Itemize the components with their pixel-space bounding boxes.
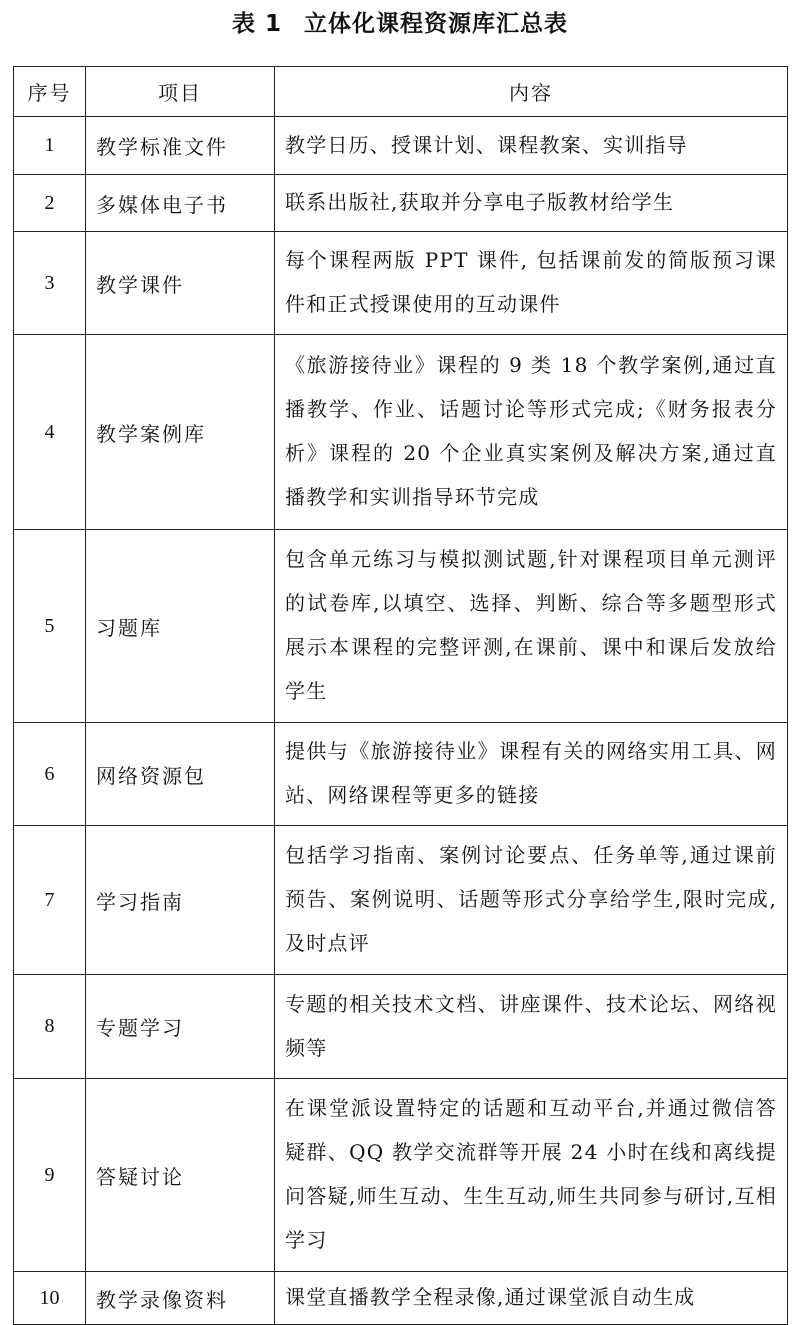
row-content: 课堂直播教学全程录像,通过课堂派自动生成: [275, 1272, 788, 1325]
header-row: [14, 67, 788, 117]
row-item: 教学课件: [86, 232, 275, 335]
row-number: 1: [14, 117, 86, 175]
row-number: 8: [14, 975, 86, 1079]
row-number: 9: [14, 1079, 86, 1272]
header-content: 内容: [275, 67, 788, 117]
row-content: 联系出版社,获取并分享电子版教材给学生: [275, 175, 788, 232]
row-content: 包含单元练习与模拟测试题,针对课程项目单元测评的试卷库,以填空、选择、判断、综合等多题型形式展示本课程的完整评测,在课前、课中和课后发放给学生: [275, 530, 788, 723]
row-item: 专题学习: [86, 975, 275, 1079]
row-content: 专题的相关技术文档、讲座课件、技术论坛、网络视频等: [275, 975, 788, 1079]
row-content: 教学日历、授课计划、课程教案、实训指导: [275, 117, 788, 175]
resource-table: [13, 66, 788, 1325]
row-number: 3: [14, 232, 86, 335]
table-title: [0, 6, 800, 42]
row-item: 学习指南: [86, 826, 275, 975]
table-row: [14, 1079, 788, 1272]
row-content: 每个课程两版 PPT 课件, 包括课前发的简版预习课件和正式授课使用的互动课件: [275, 232, 788, 335]
table-title-text: 立体化课程资源库汇总表: [304, 11, 568, 37]
table-number: 表 1: [231, 11, 282, 37]
row-content: 包括学习指南、案例讨论要点、任务单等,通过课前预告、案例说明、话题等形式分享给学生,限时完成,及时点评: [275, 826, 788, 975]
table-row: [14, 335, 788, 530]
header-number: 序号: [14, 67, 86, 117]
row-item: 网络资源包: [86, 723, 275, 826]
table-row: [14, 723, 788, 826]
row-number: 4: [14, 335, 86, 530]
row-number: 10: [14, 1272, 86, 1325]
table-row: [14, 117, 788, 175]
row-item: 教学录像资料: [86, 1272, 275, 1325]
table-row: [14, 232, 788, 335]
table-row: [14, 175, 788, 232]
row-content: 在课堂派设置特定的话题和互动平台,并通过微信答疑群、QQ 教学交流群等开展 24 小时在线和离线提问答疑,师生互动、生生互动,师生共同参与研讨,互相学习: [275, 1079, 788, 1272]
row-item: 答疑讨论: [86, 1079, 275, 1272]
row-item: 教学标准文件: [86, 117, 275, 175]
row-item: 习题库: [86, 530, 275, 723]
table-row: [14, 1272, 788, 1325]
row-item: 多媒体电子书: [86, 175, 275, 232]
header-item: 项目: [86, 67, 275, 117]
row-number: 7: [14, 826, 86, 975]
table-row: [14, 975, 788, 1079]
row-item: 教学案例库: [86, 335, 275, 530]
table-row: [14, 530, 788, 723]
row-content: 提供与《旅游接待业》课程有关的网络实用工具、网站、网络课程等更多的链接: [275, 723, 788, 826]
row-number: 2: [14, 175, 86, 232]
row-number: 5: [14, 530, 86, 723]
row-number: 6: [14, 723, 86, 826]
row-content: 《旅游接待业》课程的 9 类 18 个教学案例,通过直播教学、作业、话题讨论等形式完成;《财务报表分析》课程的 20 个企业真实案例及解决方案,通过直播教学和实训指导环节完成: [275, 335, 788, 530]
table-row: [14, 826, 788, 975]
